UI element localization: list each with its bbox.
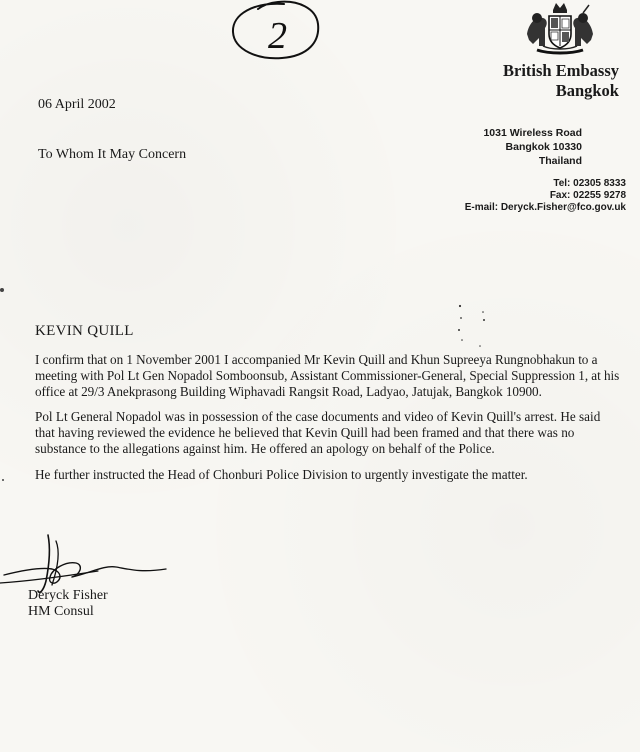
letterhead-embassy-block — [469, 61, 619, 101]
embassy-name: British Embassy — [503, 61, 619, 80]
scan-edge-marks — [0, 284, 10, 484]
salutation: To Whom It May Concern — [38, 147, 187, 162]
address-line-1: 1031 Wireless Road — [483, 127, 582, 139]
address-line-3: Thailand — [538, 155, 582, 167]
handwritten-page-number — [224, 0, 324, 62]
letter-subject: KEVIN QUILL — [35, 323, 134, 339]
signatory-block — [28, 588, 108, 620]
signatory-title: HM Consul — [28, 604, 94, 619]
body-paragraph-2: Pol Lt General Nopadol was in possession of the case documents and video of Kevin Quill's arrest. He said that having reviewed the evidence he believed that Kevin Quill had been framed and that there was no substance to the allegations against him. He offered an apology on behalf of the Police. — [35, 409, 601, 456]
letter-body — [35, 352, 620, 493]
telephone: Tel: 02305 8333 — [553, 178, 626, 189]
signatory-name: Deryck Fisher — [28, 588, 108, 603]
address-line-2: Bangkok 10330 — [505, 141, 582, 153]
embassy-city: Bangkok — [555, 81, 619, 100]
fax: Fax: 02255 9278 — [549, 190, 626, 201]
email: E-mail: Deryck.Fisher@fco.gov.uk — [464, 202, 626, 213]
royal-coat-of-arms-icon — [523, 0, 597, 56]
handwritten-number-text: 2 — [268, 15, 287, 57]
letter-date: 06 April 2002 — [38, 97, 116, 112]
embassy-contact — [406, 178, 626, 214]
body-paragraph-1: I confirm that on 1 November 2001 I accompanied Mr Kevin Quill and Khun Supreeya Rungnobhakun to a meeting with Pol Lt Gen Nopadol Somboonsub, Assistant Commissioner-General, Special Suppression 1, at his office at 29/3 Anekprasong Building Wiphavadi Rangsit Road, Ladyao, Jatujak, Bangkok 10900. — [35, 352, 620, 399]
body-paragraph-3: He further instructed the Head of Chonburi Police Division to urgently investigate the matter. — [35, 466, 528, 482]
embassy-address — [402, 126, 582, 168]
